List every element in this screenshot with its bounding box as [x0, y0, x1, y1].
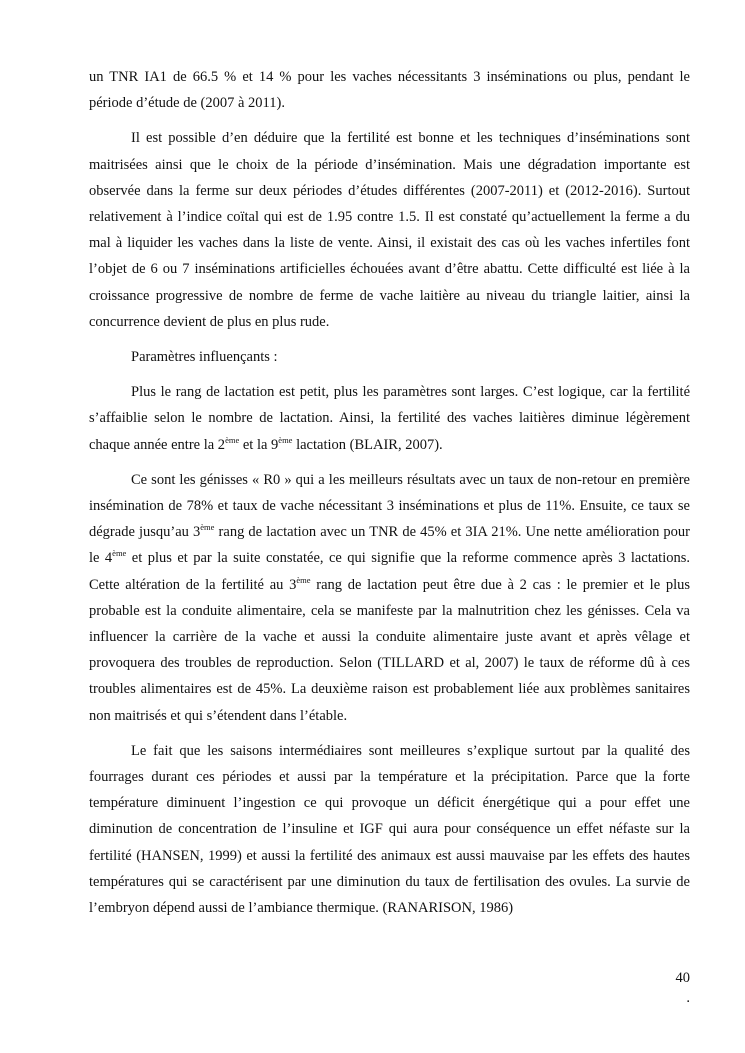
superscript: ème: [278, 434, 293, 445]
text-run: et plus et par la suite constatée, ce qui signifie que la reforme commence après 3 lactations. Cette altération de la fertilité au 3: [89, 550, 691, 593]
paragraph: [89, 344, 690, 370]
paragraph: [89, 379, 690, 458]
document-body: [89, 64, 690, 930]
text-run: rang de lactation peut être due à 2 cas : le premier et le plus probable est la conduite alimentaire, cela se manifeste par la malnutrition chez les génisses. Cela va influencer la carrière de la vache et aussi la conduite alimentaire juste avant et après vêlage et provoquera des troubles de reproduction. Selon (TILLARD et al, 2007) le taux de réforme dû à ces troubles alimentaires est de 45%. La deuxième raison est probablement liée aux problèmes sanitaires non maitrisés et qui s’étendent dans l’étable.: [89, 576, 691, 724]
text-run: Plus le rang de lactation est petit, plus les paramètres sont larges. C’est logique, car la fertilité s’affaiblie selon le nombre de lactation. Ainsi, la fertilité des vaches laitières diminue légèrement chaque année entre la 2: [89, 384, 690, 453]
superscript: ème: [112, 548, 127, 559]
paragraph: [89, 738, 690, 921]
superscript: ème: [200, 522, 215, 533]
superscript: ème: [296, 574, 311, 585]
text-run: un TNR IA1 de 66.5 % et 14 % pour les vaches nécessitants 3 inséminations ou plus, pendant le période d’étude de (2007 à 2011).: [89, 69, 690, 112]
page-footer: [640, 968, 690, 1008]
text-run: Paramètres influençants :: [131, 349, 278, 366]
text-run: Il est possible d’en déduire que la fertilité est bonne et les techniques d’inséminations sont maitrisées ainsi que le choix de la période d’insémination. Mais une dégradation importante est observée dans la ferme sur deux périodes d’études différentes (2007-2011) et (2012-2016). Surtout relativement à l’indice coïtal qui est de 1.95 contre 1.5. Il est constaté qu’actuellement la ferme a du mal à liquider les vaches dans la liste de vente. Ainsi, il existait des cas où les vaches infertiles font l’objet de 6 ou 7 inséminations artificielles échouées avant d’être abattu. Cette difficulté est liée à la croissance progressive de nombre de ferme de vache laitière au niveau du triangle laitier, ainsi la concurrence devient de plus en plus rude.: [89, 130, 690, 330]
superscript: ème: [225, 434, 240, 445]
text-run: Ce sont les génisses « R0 » qui a les meilleurs résultats avec un taux de non-retour en première insémination de 78% et taux de vache nécessitant 3 inséminations et plus de 11%. Ensuite, ce taux se dégrade jusqu’au 3: [89, 471, 690, 541]
text-run: Le fait que les saisons intermédiaires sont meilleures s’explique surtout par la qualité des fourrages durant ces périodes et aussi par la température et la précipitation. Parce que la forte température diminuent l’ingestion ce qui provoque un déficit énergétique qui a pour effet une diminution de concentration de l’insuline et IGF qui aura pour conséquence un effet néfaste sur la fertilité (HANSEN, 1999) et aussi la fertilité des animaux est aussi mauvaise par les effets des hautes températures qui se caractérisent par une diminution du taux de fertilisation des ovules. La survie de l’embryon dépend aussi de l’ambiance thermique. (RANARISON, 1986): [89, 742, 690, 917]
footer-dot: .: [686, 990, 690, 1006]
page-number: 40: [675, 970, 690, 986]
text-run: lactation (BLAIR, 2007).: [292, 436, 443, 453]
paragraph: [89, 64, 690, 116]
paragraph: [89, 467, 690, 729]
paragraph: [89, 125, 690, 335]
text-run: rang de lactation avec un TNR de 45% et 3IA 21%. Une nette amélioration pour le 4: [89, 524, 690, 567]
text-run: et la 9: [239, 436, 279, 453]
